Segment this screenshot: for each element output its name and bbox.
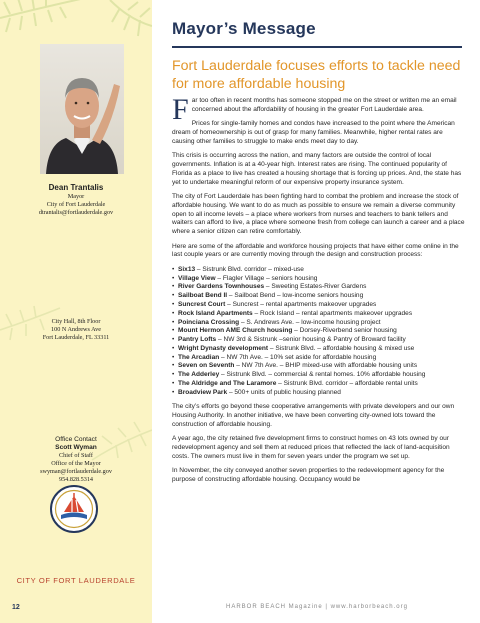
project-name: Wright Dynasty development xyxy=(178,344,269,352)
project-desc: – Sistrunk Blvd. – affordable housing & mixed use xyxy=(268,344,415,352)
office-contact-phone: 954.828.5314 xyxy=(58,476,94,483)
city-seal-logo xyxy=(50,485,98,533)
project-desc: – Flagler Village – seniors housing xyxy=(215,274,318,282)
office-contact-label: Office Contact xyxy=(55,436,97,443)
list-item xyxy=(172,362,465,371)
project-desc: – Sistrunk Blvd. corridor – mixed-use xyxy=(195,265,304,273)
office-contact-name: Scott Wyman xyxy=(55,444,97,451)
city-hall-address xyxy=(0,318,152,342)
body-paragraph: This crisis is occurring across the nation, and many factors are outside the control of local governments. Inflation is at a 40-year high. Interest rates are rising. The continued popularity of Florida as a place to live has created a housing shortage that is forcing up prices. And, the state has yet to undertake meaningful reform of our expensive property insurance system. xyxy=(172,152,462,186)
list-item xyxy=(172,266,465,275)
body-paragraph: In November, the city conveyed another seven properties to the redevelopment agency for the purpose of constructing affordable housing. Occupancy would be xyxy=(172,467,445,484)
project-name: Poinciana Crossing xyxy=(178,318,240,326)
project-name: Sailboat Bend II xyxy=(178,292,228,300)
project-desc: – Sailboat Bend – low-income seniors housing xyxy=(227,292,364,300)
mayor-org: City of Fort Lauderdale xyxy=(46,201,106,208)
project-desc: – NW 3rd & Sistrunk –senior housing & Pantry of Broward facility xyxy=(216,336,406,344)
city-name-logotype: CITY OF FORT LAUDERDALE xyxy=(16,576,136,585)
body-paragraph: Here are some of the affordable and workforce housing projects that have either come online in the last couple years or are currently moving through the design and construction process: xyxy=(172,242,459,259)
mayor-email[interactable]: dtrantalis@fortlauderdale.gov xyxy=(38,209,114,216)
project-name: Village View xyxy=(178,274,216,282)
project-name: The Adderley xyxy=(178,371,220,379)
list-item xyxy=(172,389,465,398)
project-name: The Aldridge and The Laramore xyxy=(178,380,277,388)
project-desc: – Sistrunk Blvd. corridor – affordable rental units xyxy=(276,380,418,388)
office-contact xyxy=(0,436,152,484)
list-item xyxy=(172,371,465,380)
project-name: The Arcadian xyxy=(178,353,220,361)
drop-cap: F xyxy=(172,93,189,126)
list-item xyxy=(172,275,465,284)
project-name: Seven on Seventh xyxy=(178,362,235,370)
project-desc: – 500+ units of public housing planned xyxy=(227,388,341,396)
list-item xyxy=(172,380,465,389)
list-item xyxy=(172,292,465,301)
list-item xyxy=(172,310,465,319)
office-contact-title: Chief of Staff xyxy=(59,452,93,459)
sidebar xyxy=(0,0,152,623)
title-divider xyxy=(172,46,462,48)
body-paragraph: The city of Fort Lauderdale has been fighting hard to combat the problem and increase the stock of affordable housing. We want to do as much as possible to ensure we remain a diverse community open to all income levels – a place where workers from nurses and teachers to bank tellers and waiters can afford to live, a place where someone fresh from college can launch a career and a place where a senior citizen can retire comfortably. xyxy=(172,192,465,236)
list-item xyxy=(172,283,465,292)
project-name: Rock Island Apartments xyxy=(178,309,253,317)
page-number: 12 xyxy=(12,604,20,611)
list-item xyxy=(172,327,465,336)
project-desc: – Suncrest – rental apartments makeover upgrades xyxy=(225,300,377,308)
mayor-name: Dean Trantalis xyxy=(48,183,104,192)
project-name: Suncrest Court xyxy=(178,300,226,308)
project-desc: – Dorsey-Riverbend senior housing xyxy=(292,327,397,335)
project-name: Broadview Park xyxy=(178,388,228,396)
project-desc: – NW 7th Ave. – BHIP mixed-use with affordable housing units xyxy=(234,362,418,370)
project-name: Six13 xyxy=(178,265,196,273)
office-contact-office: Office of the Mayor xyxy=(51,460,101,467)
address-line: 100 N Andrews Ave xyxy=(51,326,101,333)
office-contact-email[interactable]: swyman@fortlauderdale.gov xyxy=(40,468,112,475)
intro-text: ar too often in recent months has someone stopped me on the street or written me an email concerned about the affordability of housing in the greater Fort Lauderdale area. xyxy=(191,97,457,113)
article-headline: Fort Lauderdale focuses efforts to tackle need for more affordable housing xyxy=(172,58,461,92)
mayor-bio xyxy=(0,183,152,217)
mayor-title: Mayor xyxy=(67,193,85,200)
list-item xyxy=(172,301,465,310)
project-desc: – NW 7th Ave. – 10% set aside for affordable housing xyxy=(219,353,377,361)
article-body xyxy=(172,93,465,490)
body-paragraph: Prices for single-family homes and condos have increased to the point where the American dream of homeownership is out of grasp for many families. Meanwhile, higher rental rates are causing other families to struggle to make ends meet day to day. xyxy=(172,120,455,145)
project-name: Mount Hermon AME Church housing xyxy=(178,327,293,335)
address-line: City Hall, 8th Floor xyxy=(51,318,101,325)
project-list xyxy=(172,266,465,398)
body-paragraph: A year ago, the city retained five development firms to construct homes on 43 lots owned by our redevelopment agency and sell them at reduced prices that reflected the lack of land-acquisition costs. The owners must live in them for seven years under the program we set up. xyxy=(172,435,450,460)
list-item xyxy=(172,319,465,328)
project-name: Pantry Lofts xyxy=(178,336,217,344)
mayor-portrait xyxy=(40,44,124,174)
body-paragraph: The city’s efforts go beyond these cooperative arrangements with private developers and our own Housing Authority. In another initiative, we have been converting city-owned lots toward the construction of affordable housing. xyxy=(172,403,455,428)
list-item xyxy=(172,354,465,363)
project-name: River Gardens Townhouses xyxy=(178,283,265,291)
list-item xyxy=(172,345,465,354)
list-item xyxy=(172,336,465,345)
intro-paragraph xyxy=(172,93,465,126)
project-desc: – Sistrunk Blvd. – commercial & rental homes. 10% affordable housing xyxy=(219,371,426,379)
project-desc: – Sweeting Estates-River Gardens xyxy=(264,283,367,291)
address-line: Fort Lauderdale, FL 33311 xyxy=(42,334,110,341)
project-desc: – Rock Island – rental apartments makeover upgrades xyxy=(252,309,413,317)
project-desc: – S. Andrews Ave. – low-income housing project xyxy=(239,318,381,326)
section-title: Mayor’s Message xyxy=(172,19,316,38)
footer-publication: HARBOR BEACH Magazine | www.harborbeach.org xyxy=(226,604,408,610)
